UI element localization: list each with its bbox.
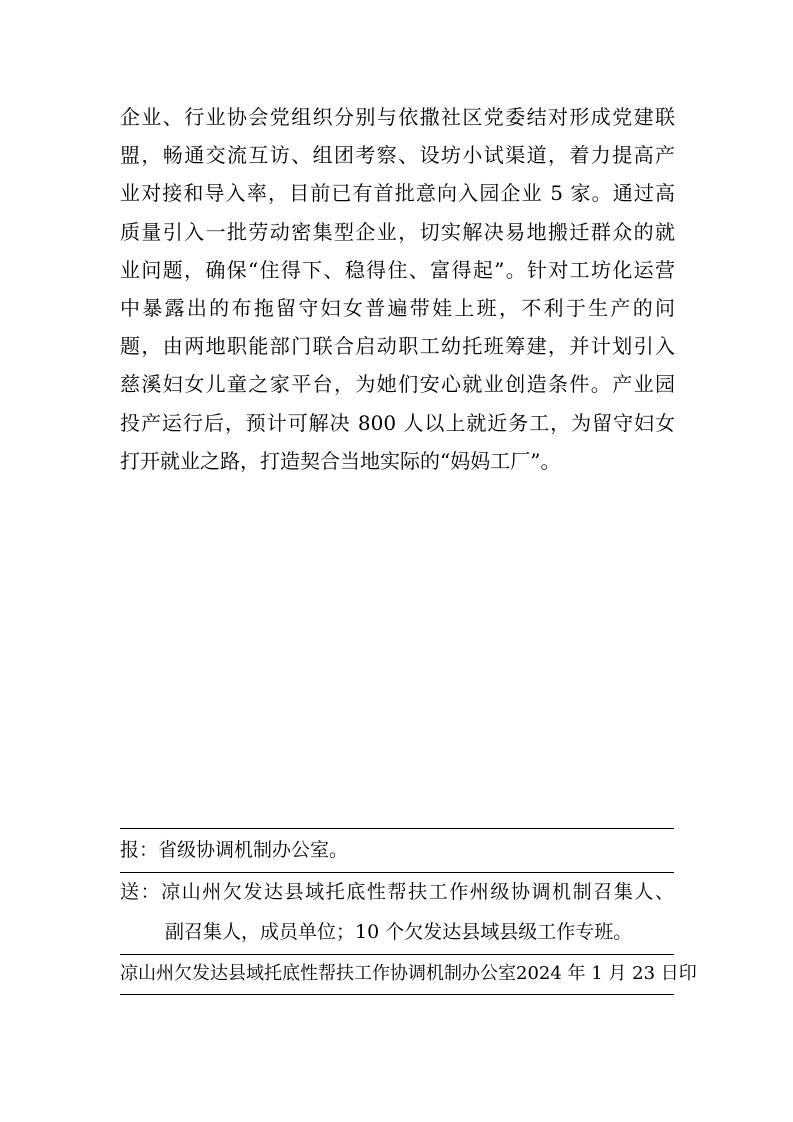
- body-line: 企业、行业协会党组织分别与依撒社区党委结对形成党建联: [120, 105, 675, 129]
- body-line: 打开就业之路，打造契合当地实际的“妈妈工厂”。: [120, 448, 561, 473]
- body-line: 业对接和导入率，目前已有首批意向入园企业 5 家。通过高: [120, 181, 675, 206]
- body-line: 投产运行后，预计可解决 800 人以上就近务工，为留守妇女: [120, 410, 675, 435]
- body-line: 盟，畅通交流互访、组团考察、设坊小试渠道，着力提高产: [120, 143, 675, 168]
- body-text: [120, 98, 675, 480]
- send-to-line: 送：凉山州欠发达县域托底性帮扶工作州级协调机制召集人、: [120, 881, 674, 903]
- imprint-line: [120, 960, 697, 988]
- issuer-name: 凉山州欠发达县域托底性帮扶工作协调机制办公室: [120, 963, 516, 984]
- body-line: 题，由两地职能部门联合启动职工幼托班筹建，并计划引入: [120, 334, 675, 359]
- imprint-top-rule: [120, 954, 674, 955]
- footer-divider: [120, 872, 674, 873]
- body-line: 业问题，确保“住得下、稳得住、富得起”。针对工坊化运营: [120, 257, 675, 282]
- print-date: 2024 年 1 月 23 日印: [516, 963, 697, 984]
- report-to-line: 报：省级协调机制办公室。: [120, 839, 349, 861]
- imprint-bottom-rule: [120, 994, 674, 995]
- body-line: 质量引入一批劳动密集型企业，切实解决易地搬迁群众的就: [120, 219, 675, 244]
- footer-top-rule: [120, 828, 674, 829]
- body-line: 中暴露出的布拖留守妇女普遍带娃上班，不利于生产的问: [120, 295, 675, 320]
- send-to-line-continued: 副召集人，成员单位；10 个欠发达县域县级工作专班。: [165, 921, 633, 943]
- body-line: 慈溪妇女儿童之家平台，为她们安心就业创造条件。产业园: [120, 372, 675, 397]
